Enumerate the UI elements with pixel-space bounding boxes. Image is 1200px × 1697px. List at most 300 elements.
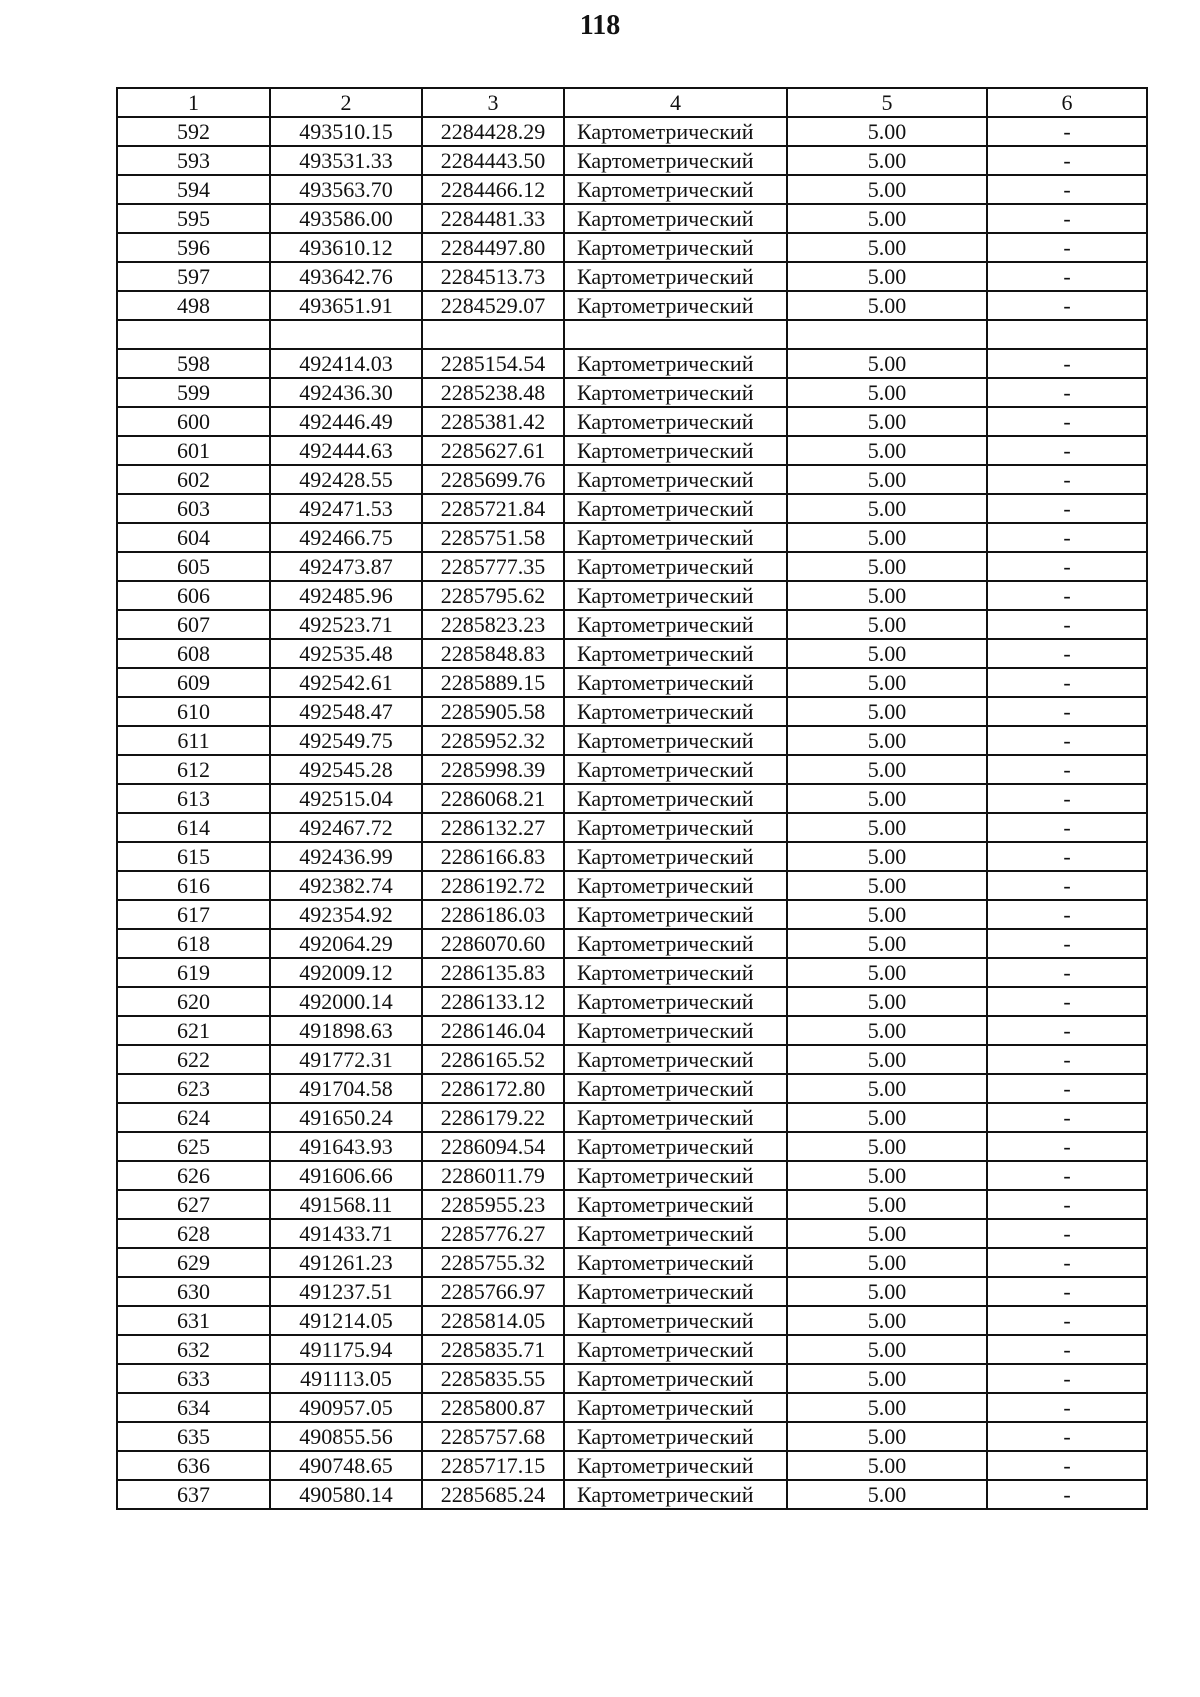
table-row bbox=[117, 871, 1147, 900]
description-cell: - bbox=[987, 1422, 1147, 1451]
method-cell: Картометрический bbox=[564, 813, 787, 842]
y-coordinate-cell: 2285381.42 bbox=[422, 407, 564, 436]
y-coordinate-cell: 2285757.68 bbox=[422, 1422, 564, 1451]
table-row bbox=[117, 929, 1147, 958]
point-number-cell: 600 bbox=[117, 407, 270, 436]
y-coordinate-cell: 2285755.32 bbox=[422, 1248, 564, 1277]
y-coordinate-cell: 2285685.24 bbox=[422, 1480, 564, 1509]
point-number-cell: 636 bbox=[117, 1451, 270, 1480]
method-cell: Картометрический bbox=[564, 1132, 787, 1161]
table-row bbox=[117, 813, 1147, 842]
accuracy-cell: 5.00 bbox=[787, 1132, 987, 1161]
description-cell: - bbox=[987, 1103, 1147, 1132]
y-coordinate-cell: 2285998.39 bbox=[422, 755, 564, 784]
accuracy-cell: 5.00 bbox=[787, 1045, 987, 1074]
point-number-cell: 619 bbox=[117, 958, 270, 987]
description-cell: - bbox=[987, 1277, 1147, 1306]
y-coordinate-cell: 2285955.23 bbox=[422, 1190, 564, 1219]
description-cell: - bbox=[987, 871, 1147, 900]
description-cell: - bbox=[987, 697, 1147, 726]
description-cell: - bbox=[987, 1451, 1147, 1480]
point-number-cell: 617 bbox=[117, 900, 270, 929]
x-coordinate-cell: 491175.94 bbox=[270, 1335, 422, 1364]
x-coordinate-cell: 492000.14 bbox=[270, 987, 422, 1016]
point-number-cell: 602 bbox=[117, 465, 270, 494]
x-coordinate-cell: 492382.74 bbox=[270, 871, 422, 900]
x-coordinate-cell: 492009.12 bbox=[270, 958, 422, 987]
description-cell: - bbox=[987, 407, 1147, 436]
point-number-cell: 595 bbox=[117, 204, 270, 233]
point-number-cell: 613 bbox=[117, 784, 270, 813]
table-row bbox=[117, 523, 1147, 552]
x-coordinate-cell: 491237.51 bbox=[270, 1277, 422, 1306]
accuracy-cell: 5.00 bbox=[787, 552, 987, 581]
point-number-cell: 605 bbox=[117, 552, 270, 581]
y-coordinate-cell: 2285776.27 bbox=[422, 1219, 564, 1248]
coordinates-table bbox=[116, 87, 1148, 1510]
x-coordinate-cell: 491650.24 bbox=[270, 1103, 422, 1132]
y-coordinate-cell: 2286094.54 bbox=[422, 1132, 564, 1161]
method-cell: Картометрический bbox=[564, 929, 787, 958]
x-coordinate-cell: 491643.93 bbox=[270, 1132, 422, 1161]
method-cell: Картометрический bbox=[564, 1190, 787, 1219]
accuracy-cell: 5.00 bbox=[787, 291, 987, 320]
x-coordinate-cell: 491214.05 bbox=[270, 1306, 422, 1335]
table-row bbox=[117, 117, 1147, 146]
table-row bbox=[117, 900, 1147, 929]
table-row bbox=[117, 1277, 1147, 1306]
method-cell: Картометрический bbox=[564, 1480, 787, 1509]
x-coordinate-cell: 490957.05 bbox=[270, 1393, 422, 1422]
table-row bbox=[117, 1103, 1147, 1132]
method-cell: Картометрический bbox=[564, 204, 787, 233]
point-number-cell: 627 bbox=[117, 1190, 270, 1219]
point-number-cell bbox=[117, 320, 270, 349]
point-number-cell: 625 bbox=[117, 1132, 270, 1161]
accuracy-cell: 5.00 bbox=[787, 1480, 987, 1509]
x-coordinate-cell: 493510.15 bbox=[270, 117, 422, 146]
description-cell: - bbox=[987, 784, 1147, 813]
point-number-cell: 596 bbox=[117, 233, 270, 262]
point-number-cell: 599 bbox=[117, 378, 270, 407]
table-row bbox=[117, 233, 1147, 262]
y-coordinate-cell: 2285848.83 bbox=[422, 639, 564, 668]
y-coordinate-cell: 2285823.23 bbox=[422, 610, 564, 639]
description-cell: - bbox=[987, 639, 1147, 668]
y-coordinate-cell: 2286192.72 bbox=[422, 871, 564, 900]
accuracy-cell: 5.00 bbox=[787, 465, 987, 494]
y-coordinate-cell: 2286070.60 bbox=[422, 929, 564, 958]
x-coordinate-cell: 491261.23 bbox=[270, 1248, 422, 1277]
point-number-cell: 626 bbox=[117, 1161, 270, 1190]
table-row bbox=[117, 320, 1147, 349]
method-cell: Картометрический bbox=[564, 494, 787, 523]
point-number-cell: 598 bbox=[117, 349, 270, 378]
description-cell: - bbox=[987, 1364, 1147, 1393]
description-cell: - bbox=[987, 958, 1147, 987]
description-cell: - bbox=[987, 1306, 1147, 1335]
point-number-cell: 635 bbox=[117, 1422, 270, 1451]
y-coordinate-cell: 2286011.79 bbox=[422, 1161, 564, 1190]
y-coordinate-cell: 2285835.71 bbox=[422, 1335, 564, 1364]
accuracy-cell: 5.00 bbox=[787, 697, 987, 726]
accuracy-cell: 5.00 bbox=[787, 175, 987, 204]
description-cell: - bbox=[987, 117, 1147, 146]
method-cell: Картометрический bbox=[564, 958, 787, 987]
header-row bbox=[117, 88, 1147, 117]
description-cell: - bbox=[987, 1393, 1147, 1422]
table-row bbox=[117, 1190, 1147, 1219]
method-cell: Картометрический bbox=[564, 378, 787, 407]
point-number-cell: 621 bbox=[117, 1016, 270, 1045]
point-number-cell: 611 bbox=[117, 726, 270, 755]
point-number-cell: 618 bbox=[117, 929, 270, 958]
table-row bbox=[117, 1451, 1147, 1480]
accuracy-cell: 5.00 bbox=[787, 1393, 987, 1422]
table-row bbox=[117, 958, 1147, 987]
method-cell: Картометрический bbox=[564, 262, 787, 291]
point-number-cell: 630 bbox=[117, 1277, 270, 1306]
description-cell: - bbox=[987, 494, 1147, 523]
y-coordinate-cell: 2285835.55 bbox=[422, 1364, 564, 1393]
x-coordinate-cell: 492446.49 bbox=[270, 407, 422, 436]
y-coordinate-cell: 2285814.05 bbox=[422, 1306, 564, 1335]
accuracy-cell: 5.00 bbox=[787, 1248, 987, 1277]
y-coordinate-cell: 2285905.58 bbox=[422, 697, 564, 726]
x-coordinate-cell: 491606.66 bbox=[270, 1161, 422, 1190]
y-coordinate-cell: 2285721.84 bbox=[422, 494, 564, 523]
method-cell: Картометрический bbox=[564, 146, 787, 175]
method-cell: Картометрический bbox=[564, 697, 787, 726]
x-coordinate-cell: 490855.56 bbox=[270, 1422, 422, 1451]
y-coordinate-cell: 2285766.97 bbox=[422, 1277, 564, 1306]
x-coordinate-cell: 491898.63 bbox=[270, 1016, 422, 1045]
accuracy-cell: 5.00 bbox=[787, 610, 987, 639]
description-cell: - bbox=[987, 552, 1147, 581]
description-cell: - bbox=[987, 987, 1147, 1016]
point-number-cell: 614 bbox=[117, 813, 270, 842]
x-coordinate-cell: 491772.31 bbox=[270, 1045, 422, 1074]
x-coordinate-cell: 492466.75 bbox=[270, 523, 422, 552]
accuracy-cell: 5.00 bbox=[787, 929, 987, 958]
y-coordinate-cell: 2285699.76 bbox=[422, 465, 564, 494]
accuracy-cell: 5.00 bbox=[787, 146, 987, 175]
table-row bbox=[117, 262, 1147, 291]
table-row bbox=[117, 1393, 1147, 1422]
y-coordinate-cell: 2285889.15 bbox=[422, 668, 564, 697]
method-cell bbox=[564, 320, 787, 349]
accuracy-cell: 5.00 bbox=[787, 204, 987, 233]
method-cell: Картометрический bbox=[564, 784, 787, 813]
point-number-cell: 498 bbox=[117, 291, 270, 320]
y-coordinate-cell: 2285751.58 bbox=[422, 523, 564, 552]
point-number-cell: 629 bbox=[117, 1248, 270, 1277]
y-coordinate-cell: 2284466.12 bbox=[422, 175, 564, 204]
table-row bbox=[117, 552, 1147, 581]
accuracy-cell: 5.00 bbox=[787, 1422, 987, 1451]
description-cell: - bbox=[987, 726, 1147, 755]
x-coordinate-cell: 492354.92 bbox=[270, 900, 422, 929]
x-coordinate-cell: 493586.00 bbox=[270, 204, 422, 233]
method-cell: Картометрический bbox=[564, 465, 787, 494]
x-coordinate-cell: 492485.96 bbox=[270, 581, 422, 610]
accuracy-cell: 5.00 bbox=[787, 1219, 987, 1248]
method-cell: Картометрический bbox=[564, 523, 787, 552]
y-coordinate-cell: 2285800.87 bbox=[422, 1393, 564, 1422]
y-coordinate-cell: 2286068.21 bbox=[422, 784, 564, 813]
header-cell-2: 2 bbox=[270, 88, 422, 117]
point-number-cell: 634 bbox=[117, 1393, 270, 1422]
point-number-cell: 601 bbox=[117, 436, 270, 465]
table-row bbox=[117, 639, 1147, 668]
point-number-cell: 610 bbox=[117, 697, 270, 726]
point-number-cell: 609 bbox=[117, 668, 270, 697]
y-coordinate-cell: 2284513.73 bbox=[422, 262, 564, 291]
x-coordinate-cell: 491704.58 bbox=[270, 1074, 422, 1103]
y-coordinate-cell: 2284497.80 bbox=[422, 233, 564, 262]
method-cell: Картометрический bbox=[564, 1074, 787, 1103]
accuracy-cell: 5.00 bbox=[787, 233, 987, 262]
table-row bbox=[117, 1132, 1147, 1161]
y-coordinate-cell: 2286132.27 bbox=[422, 813, 564, 842]
description-cell: - bbox=[987, 233, 1147, 262]
accuracy-cell: 5.00 bbox=[787, 1277, 987, 1306]
table-row bbox=[117, 668, 1147, 697]
method-cell: Картометрический bbox=[564, 581, 787, 610]
x-coordinate-cell: 492542.61 bbox=[270, 668, 422, 697]
accuracy-cell: 5.00 bbox=[787, 581, 987, 610]
accuracy-cell: 5.00 bbox=[787, 1451, 987, 1480]
table-row bbox=[117, 146, 1147, 175]
y-coordinate-cell: 2285238.48 bbox=[422, 378, 564, 407]
accuracy-cell: 5.00 bbox=[787, 726, 987, 755]
x-coordinate-cell: 493563.70 bbox=[270, 175, 422, 204]
accuracy-cell: 5.00 bbox=[787, 871, 987, 900]
table-row bbox=[117, 1248, 1147, 1277]
y-coordinate-cell: 2286146.04 bbox=[422, 1016, 564, 1045]
description-cell: - bbox=[987, 465, 1147, 494]
method-cell: Картометрический bbox=[564, 871, 787, 900]
x-coordinate-cell: 492548.47 bbox=[270, 697, 422, 726]
y-coordinate-cell: 2286135.83 bbox=[422, 958, 564, 987]
table-row bbox=[117, 581, 1147, 610]
table-row bbox=[117, 1335, 1147, 1364]
description-cell: - bbox=[987, 349, 1147, 378]
point-number-cell: 606 bbox=[117, 581, 270, 610]
x-coordinate-cell: 492549.75 bbox=[270, 726, 422, 755]
point-number-cell: 628 bbox=[117, 1219, 270, 1248]
description-cell: - bbox=[987, 755, 1147, 784]
y-coordinate-cell bbox=[422, 320, 564, 349]
accuracy-cell: 5.00 bbox=[787, 813, 987, 842]
table-row bbox=[117, 204, 1147, 233]
description-cell: - bbox=[987, 436, 1147, 465]
description-cell: - bbox=[987, 1045, 1147, 1074]
accuracy-cell bbox=[787, 320, 987, 349]
method-cell: Картометрический bbox=[564, 1393, 787, 1422]
page-number: 118 bbox=[579, 10, 621, 41]
y-coordinate-cell: 2284529.07 bbox=[422, 291, 564, 320]
description-cell: - bbox=[987, 610, 1147, 639]
accuracy-cell: 5.00 bbox=[787, 784, 987, 813]
x-coordinate-cell: 491568.11 bbox=[270, 1190, 422, 1219]
x-coordinate-cell: 492436.30 bbox=[270, 378, 422, 407]
table-row bbox=[117, 1422, 1147, 1451]
method-cell: Картометрический bbox=[564, 1016, 787, 1045]
table-row bbox=[117, 175, 1147, 204]
method-cell: Картометрический bbox=[564, 1306, 787, 1335]
y-coordinate-cell: 2284443.50 bbox=[422, 146, 564, 175]
table-row bbox=[117, 610, 1147, 639]
description-cell: - bbox=[987, 204, 1147, 233]
x-coordinate-cell: 493610.12 bbox=[270, 233, 422, 262]
accuracy-cell: 5.00 bbox=[787, 1074, 987, 1103]
x-coordinate-cell: 492414.03 bbox=[270, 349, 422, 378]
description-cell: - bbox=[987, 291, 1147, 320]
y-coordinate-cell: 2285777.35 bbox=[422, 552, 564, 581]
y-coordinate-cell: 2285795.62 bbox=[422, 581, 564, 610]
header-cell-3: 3 bbox=[422, 88, 564, 117]
y-coordinate-cell: 2286172.80 bbox=[422, 1074, 564, 1103]
description-cell: - bbox=[987, 175, 1147, 204]
y-coordinate-cell: 2286179.22 bbox=[422, 1103, 564, 1132]
x-coordinate-cell: 491433.71 bbox=[270, 1219, 422, 1248]
accuracy-cell: 5.00 bbox=[787, 1103, 987, 1132]
accuracy-cell: 5.00 bbox=[787, 1016, 987, 1045]
accuracy-cell: 5.00 bbox=[787, 523, 987, 552]
table-row bbox=[117, 842, 1147, 871]
y-coordinate-cell: 2285717.15 bbox=[422, 1451, 564, 1480]
point-number-cell: 622 bbox=[117, 1045, 270, 1074]
accuracy-cell: 5.00 bbox=[787, 1306, 987, 1335]
method-cell: Картометрический bbox=[564, 987, 787, 1016]
table-row bbox=[117, 1364, 1147, 1393]
table-row bbox=[117, 1219, 1147, 1248]
description-cell bbox=[987, 320, 1147, 349]
table-row bbox=[117, 378, 1147, 407]
accuracy-cell: 5.00 bbox=[787, 842, 987, 871]
x-coordinate-cell: 493651.91 bbox=[270, 291, 422, 320]
table-row bbox=[117, 1480, 1147, 1509]
point-number-cell: 608 bbox=[117, 639, 270, 668]
method-cell: Картометрический bbox=[564, 407, 787, 436]
method-cell: Картометрический bbox=[564, 1364, 787, 1393]
point-number-cell: 620 bbox=[117, 987, 270, 1016]
x-coordinate-cell: 492064.29 bbox=[270, 929, 422, 958]
point-number-cell: 631 bbox=[117, 1306, 270, 1335]
description-cell: - bbox=[987, 1335, 1147, 1364]
table-row bbox=[117, 436, 1147, 465]
accuracy-cell: 5.00 bbox=[787, 958, 987, 987]
y-coordinate-cell: 2286165.52 bbox=[422, 1045, 564, 1074]
x-coordinate-cell: 493531.33 bbox=[270, 146, 422, 175]
point-number-cell: 632 bbox=[117, 1335, 270, 1364]
accuracy-cell: 5.00 bbox=[787, 639, 987, 668]
x-coordinate-cell: 492515.04 bbox=[270, 784, 422, 813]
description-cell: - bbox=[987, 146, 1147, 175]
accuracy-cell: 5.00 bbox=[787, 117, 987, 146]
x-coordinate-cell bbox=[270, 320, 422, 349]
method-cell: Картометрический bbox=[564, 175, 787, 204]
point-number-cell: 637 bbox=[117, 1480, 270, 1509]
description-cell: - bbox=[987, 842, 1147, 871]
x-coordinate-cell: 490748.65 bbox=[270, 1451, 422, 1480]
table-row bbox=[117, 349, 1147, 378]
method-cell: Картометрический bbox=[564, 291, 787, 320]
accuracy-cell: 5.00 bbox=[787, 436, 987, 465]
description-cell: - bbox=[987, 581, 1147, 610]
table-row bbox=[117, 755, 1147, 784]
description-cell: - bbox=[987, 1074, 1147, 1103]
table-row bbox=[117, 697, 1147, 726]
table-row bbox=[117, 407, 1147, 436]
x-coordinate-cell: 492535.48 bbox=[270, 639, 422, 668]
description-cell: - bbox=[987, 929, 1147, 958]
method-cell: Картометрический bbox=[564, 233, 787, 262]
description-cell: - bbox=[987, 1480, 1147, 1509]
table-row bbox=[117, 1074, 1147, 1103]
y-coordinate-cell: 2285627.61 bbox=[422, 436, 564, 465]
x-coordinate-cell: 492467.72 bbox=[270, 813, 422, 842]
method-cell: Картометрический bbox=[564, 1277, 787, 1306]
method-cell: Картометрический bbox=[564, 639, 787, 668]
accuracy-cell: 5.00 bbox=[787, 494, 987, 523]
y-coordinate-cell: 2285952.32 bbox=[422, 726, 564, 755]
point-number-cell: 623 bbox=[117, 1074, 270, 1103]
x-coordinate-cell: 492436.99 bbox=[270, 842, 422, 871]
description-cell: - bbox=[987, 1132, 1147, 1161]
method-cell: Картометрический bbox=[564, 1045, 787, 1074]
point-number-cell: 633 bbox=[117, 1364, 270, 1393]
header-cell-1: 1 bbox=[117, 88, 270, 117]
method-cell: Картометрический bbox=[564, 1422, 787, 1451]
description-cell: - bbox=[987, 1248, 1147, 1277]
description-cell: - bbox=[987, 1016, 1147, 1045]
method-cell: Картометрический bbox=[564, 1161, 787, 1190]
description-cell: - bbox=[987, 378, 1147, 407]
x-coordinate-cell: 491113.05 bbox=[270, 1364, 422, 1393]
header-cell-4: 4 bbox=[564, 88, 787, 117]
method-cell: Картометрический bbox=[564, 900, 787, 929]
table-row bbox=[117, 784, 1147, 813]
method-cell: Картометрический bbox=[564, 349, 787, 378]
y-coordinate-cell: 2285154.54 bbox=[422, 349, 564, 378]
accuracy-cell: 5.00 bbox=[787, 755, 987, 784]
accuracy-cell: 5.00 bbox=[787, 1190, 987, 1219]
table-row bbox=[117, 465, 1147, 494]
table-row bbox=[117, 494, 1147, 523]
method-cell: Картометрический bbox=[564, 668, 787, 697]
method-cell: Картометрический bbox=[564, 1451, 787, 1480]
accuracy-cell: 5.00 bbox=[787, 349, 987, 378]
method-cell: Картометрический bbox=[564, 1219, 787, 1248]
accuracy-cell: 5.00 bbox=[787, 1161, 987, 1190]
x-coordinate-cell: 492471.53 bbox=[270, 494, 422, 523]
point-number-cell: 594 bbox=[117, 175, 270, 204]
point-number-cell: 603 bbox=[117, 494, 270, 523]
x-coordinate-cell: 493642.76 bbox=[270, 262, 422, 291]
description-cell: - bbox=[987, 668, 1147, 697]
point-number-cell: 615 bbox=[117, 842, 270, 871]
method-cell: Картометрический bbox=[564, 1335, 787, 1364]
description-cell: - bbox=[987, 1219, 1147, 1248]
x-coordinate-cell: 492473.87 bbox=[270, 552, 422, 581]
description-cell: - bbox=[987, 813, 1147, 842]
table-row bbox=[117, 1045, 1147, 1074]
header-cell-5: 5 bbox=[787, 88, 987, 117]
point-number-cell: 624 bbox=[117, 1103, 270, 1132]
description-cell: - bbox=[987, 1190, 1147, 1219]
